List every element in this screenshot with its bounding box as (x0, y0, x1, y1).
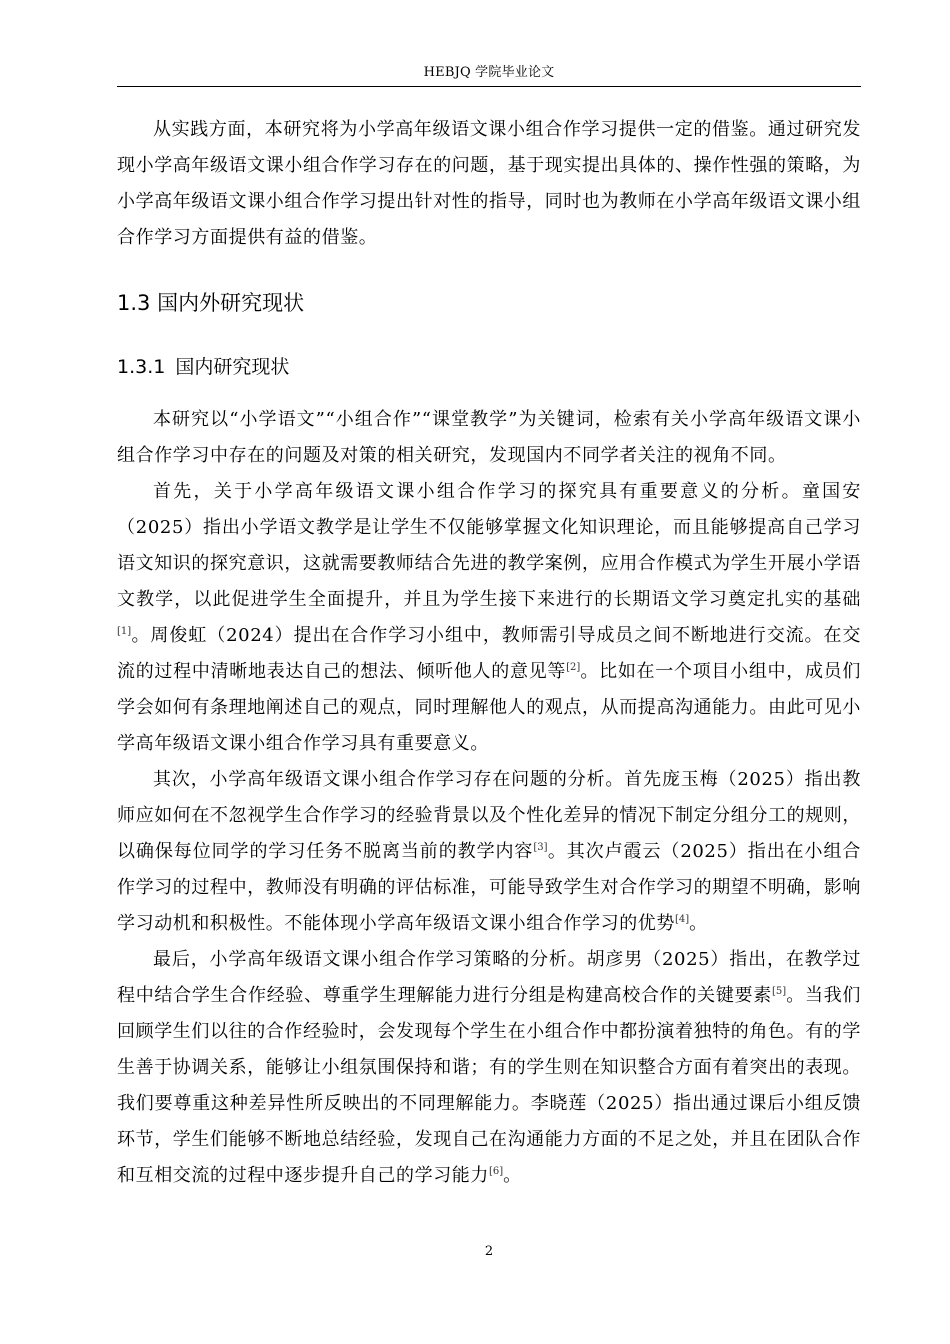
section-heading-1-3: 1.3 国内外研究现状 (117, 291, 305, 315)
text-run: 。周俊虹（2024）提出在合作学习小组中，教师需引导成员之间不断地进行交流。在交流的过程中清晰地表达自己的想法、倾听他人的意见等 (117, 625, 861, 682)
page-number: 2 (484, 1244, 494, 1259)
citation-ref-1: [1] (117, 626, 132, 637)
text-run: 。比如在一个项目小组中，成员们学会如何有条理地阐述自己的观点，同时理解他人的观点，从而提高沟通能力。由此可见小学高年级语文课小组合作学习具有重要意义。 (117, 661, 861, 754)
paragraph-problem-analysis (117, 762, 861, 942)
citation-ref-6: [6] (489, 1166, 504, 1177)
paragraph-strategy-analysis (117, 942, 861, 1194)
paragraph-significance-analysis (117, 474, 861, 762)
header-rule (117, 86, 861, 87)
section-number: 1.3.1 (117, 356, 166, 378)
text-run: 。 (689, 913, 708, 934)
paragraph-research-keywords: 本研究以“小学语文”“小组合作”“课堂教学”为关键词，检索有关小学高年级语文课小组合作学习中存在的问题及对策的相关研究，发现国内不同学者关注的视角不同。 (117, 409, 861, 466)
citation-ref-3: [3] (533, 842, 548, 853)
text-run: 。 (503, 1165, 522, 1186)
citation-ref-5: [5] (771, 986, 787, 997)
section-title: 国内研究现状 (175, 356, 290, 378)
text-run: 最后，小学高年级语文课小组合作学习策略的分析。胡彦男（2025）指出，在教学过程中结合学生合作经验、尊重学生理解能力进行分组是构建高校合作的关键要素 (117, 949, 861, 1006)
section-heading-1-3-1 (117, 352, 861, 382)
citation-ref-4: [4] (675, 914, 690, 925)
text-run: 其次，小学高年级语文课小组合作学习存在问题的分析。首先庞玉梅（2025）指出教师应如何在不忽视学生合作学习的经验背景以及个性化差异的情况下制定分组分工的规则，以确保每位同学的学习任务不脱离当前的教学内容 (117, 769, 861, 862)
citation-ref-2: [2] (566, 662, 581, 673)
body-text (117, 108, 861, 1194)
text-run: 。当我们回顾学生们以往的合作经验时，会发现每个学生在小组合作中都扮演着独特的角色。有的学生善于协调关系，能够让小组氛围保持和谐；有的学生则在知识整合方面有着突出的表现。我们要尊重这种差异性所反映出的不同理解能力。李晓莲（2025）指出通过课后小组反馈环节，学生们能够不断地总结经验，发现自己在沟通能力方面的不足之处，并且在团队合作和互相交流的过程中逐步提升自己的学习能力 (117, 985, 861, 1186)
running-header: HEBJQ 学院毕业论文 (423, 65, 555, 80)
paragraph-practical-significance: 从实践方面，本研究将为小学高年级语文课小组合作学习提供一定的借鉴。通过研究发现小学高年级语文课小组合作学习存在的问题，基于现实提出具体的、操作性强的策略，为小学高年级语文课小组合作学习提出针对性的指导，同时也为教师在小学高年级语文课小组合作学习方面提供有益的借鉴。 (117, 119, 861, 248)
text-run: 。其次卢霞云（2025）指出在小组合作学习的过程中，教师没有明确的评估标准，可能导致学生对合作学习的期望不明确，影响学习动机和积极性。不能体现小学高年级语文课小组合作学习的优势 (117, 841, 861, 934)
text-run: 首先，关于小学高年级语文课小组合作学习的探究具有重要意义的分析。童国安（2025）指出小学语文教学是让学生不仅能够掌握文化知识理论，而且能够提高自己学习语文知识的探究意识，这就需要教师结合先进的教学案例，应用合作模式为学生开展小学语文教学，以此促进学生全面提升，并且为学生接下来进行的长期语文学习奠定扎实的基础 (117, 481, 861, 610)
